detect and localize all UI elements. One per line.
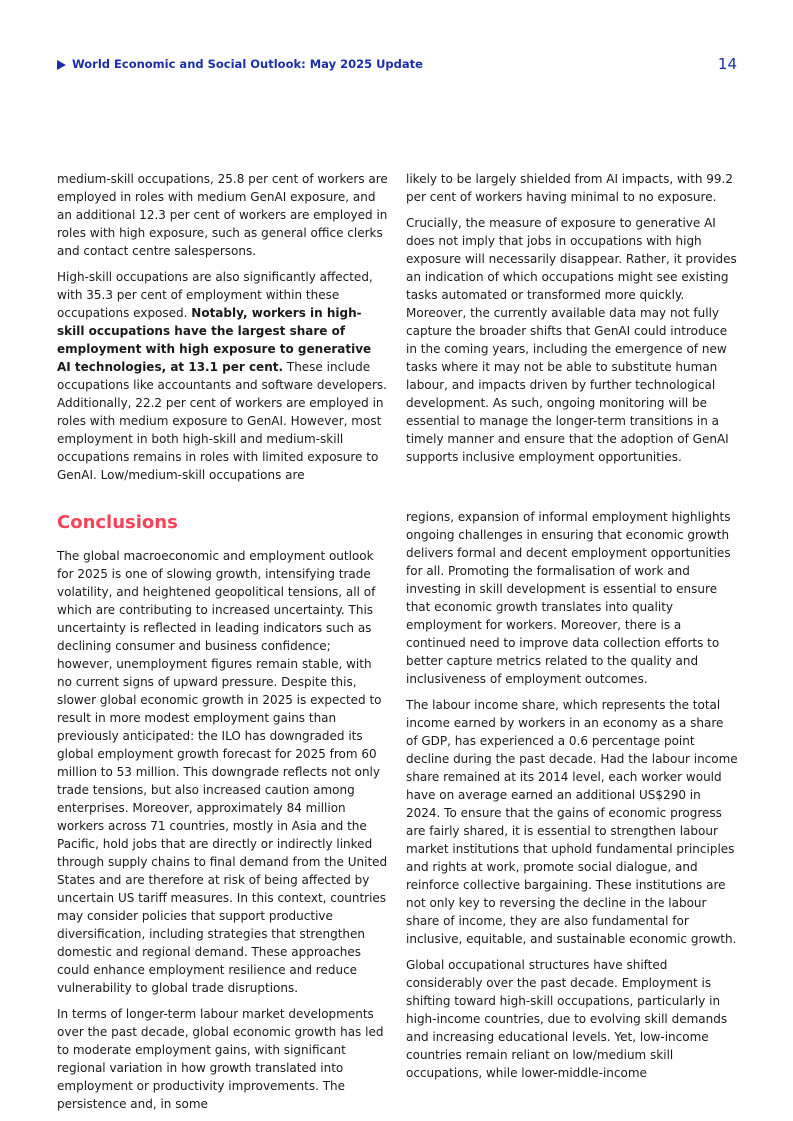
text-run: High-skill occupations are also significantly affected, with 35.3 per cent of employment within these occupations exposed. [57, 270, 373, 320]
column-right-top [406, 170, 738, 466]
running-header [57, 56, 737, 78]
paragraph: The global macroeconomic and employment outlook for 2025 is one of slowing growth, intensifying trade volatility, and heightened geopolitical tensions, all of which are contributing to increased uncertainty. This uncertainty is reflected in leading indicators such as declining consumer and business confidence; however, unemployment figures remain stable, with no current signs of upward pressure. Despite this, slower global economic growth in 2025 is expected to result in more modest employment gains than previously anticipated: the ILO has downgraded its global employment growth forecast for 2025 from 60 million to 53 million. This downgrade reflects not only trade tensions, but also increased caution among enterprises. Moreover, approximately 84 million workers across 71 countries, mostly in Asia and the Pacific, hold jobs that are directly or indirectly linked through supply chains to final demand from the United States and are therefore at risk of being affected by uncertain US tariff measures. In this context, countries may consider policies that support productive diversification, including strategies that strengthen domestic and regional demand. These approaches could enhance employment resilience and reduce vulnerability to global trade disruptions. [57, 549, 388, 995]
paragraph: Crucially, the measure of exposure to generative AI does not imply that jobs in occupations with high exposure will necessarily disappear. Rather, it provides an indication of which occupations might see existing tasks automated or transformed more quickly. Moreover, the currently available data may not fully capture the broader shifts that GenAI could introduce in the coming years, including the emergence of new tasks where it may not be able to substitute human labour, and impacts driven by further technological development. As such, ongoing monitoring will be essential to manage the longer-term transitions in a timely manner and ensure that the adoption of GenAI supports inclusive employment opportunities. [406, 216, 737, 464]
column-right-conclusions [406, 508, 738, 1082]
section-heading: Conclusions [57, 512, 178, 533]
paragraph: likely to be largely shielded from AI impacts, with 99.2 per cent of workers having minimal to no exposure. [406, 172, 733, 204]
report-title: World Economic and Social Outlook: May 2025 Update [72, 57, 423, 71]
page-number: 14 [717, 55, 737, 73]
paragraph: regions, expansion of informal employment highlights ongoing challenges in ensuring that economic growth delivers formal and decent employment opportunities for all. Promoting the formalisation of work and investing in skill development is essential to ensure that economic growth translates into quality employment for workers. Moreover, there is a continued need to improve data collection efforts to better capture metrics related to the quality and inclusiveness of employment outcomes. [406, 510, 731, 686]
column-left-top [57, 170, 389, 484]
column-left-conclusions [57, 510, 389, 1113]
bold-highlight: Notably, workers in high-skill occupations have the largest share of employment with high exposure to generative AI technologies, at 13.1 per cent. [57, 306, 372, 374]
text-run: These include occupations like accountants and software developers. Additionally, 22.2 per cent of workers are employed in roles with medium exposure to GenAI. However, most employment in both high-skill and medium-skill occupations remains in roles with limited exposure to GenAI. Low/medium-skill occupations are [57, 360, 387, 482]
paragraph: In terms of longer-term labour market developments over the past decade, global economic growth has led to moderate employment gains, with significant regional variation in how growth translated into employment or productivity improvements. The persistence and, in some [57, 1007, 384, 1111]
paragraph: medium-skill occupations, 25.8 per cent of workers are employed in roles with medium GenAI exposure, and an additional 12.3 per cent of workers are employed in roles with high exposure, such as general office clerks and contact centre salespersons. [57, 172, 388, 258]
play-arrow-icon [57, 60, 66, 70]
paragraph: The labour income share, which represents the total income earned by workers in an economy as a share of GDP, has experienced a 0.6 percentage point decline during the past decade. Had the labour income share remained at its 2014 level, each worker would have on average earned an additional US$290 in 2024. To ensure that the gains of economic progress are fairly shared, it is essential to strengthen labour market institutions that uphold fundamental principles and rights at work, promote social dialogue, and reinforce collective bargaining. These institutions are not only key to reversing the decline in the labour share of income, they are also fundamental for inclusive, equitable, and sustainable economic growth. [406, 698, 738, 946]
paragraph: Global occupational structures have shifted considerably over the past decade. Employment is shifting toward high-skill occupations, particularly in high-income countries, due to evolving skill demands and increasing educational levels. Yet, low-income countries remain reliant on low/medium skill occupations, while lower-middle-income [406, 958, 728, 1080]
paragraph [57, 268, 389, 484]
